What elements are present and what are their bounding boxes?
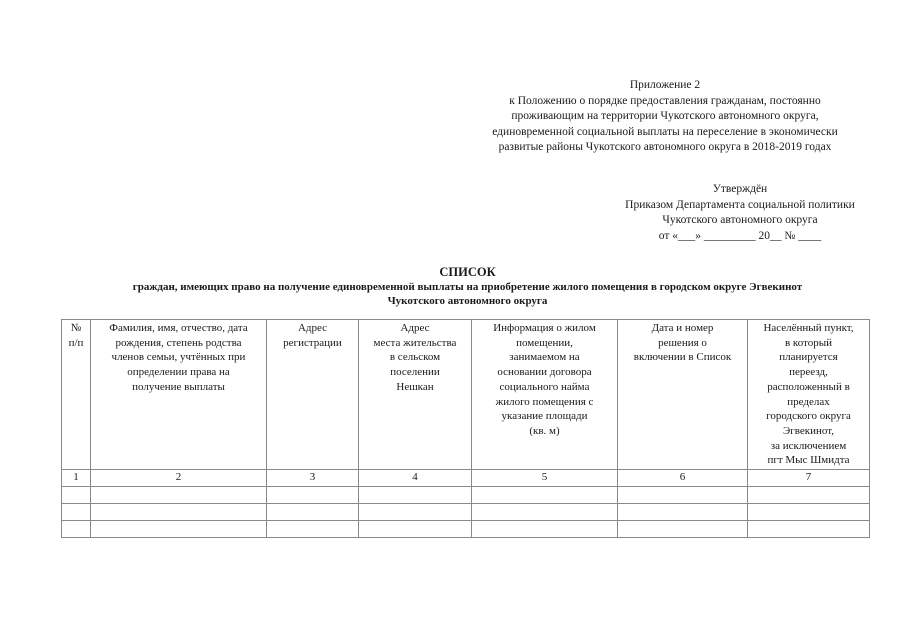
document-subtitle-line: Чукотского автономного округа: [387, 295, 548, 307]
column-header-line: пределах: [787, 395, 830, 408]
column-header-line: помещении,: [516, 336, 573, 349]
column-header-line: жилого помещения с: [495, 395, 594, 408]
appendix-block: [430, 78, 900, 156]
column-header-line: получение выплаты: [132, 380, 225, 393]
column-header-line: Населённый пункт,: [763, 322, 854, 334]
approval-line: Чукотского автономного округа: [662, 214, 818, 226]
table-cell: [472, 487, 618, 504]
column-header-line: в который: [784, 336, 833, 349]
column-header-line: включении в Список: [633, 351, 732, 364]
column-number-cell: 2: [91, 470, 267, 487]
column-header-line: указание площади: [501, 410, 588, 423]
column-header-line: расположенный в: [767, 380, 850, 393]
table-cell: [267, 521, 359, 538]
column-header-line: рождения, степень родства: [115, 336, 242, 349]
column-header-number: [62, 320, 91, 470]
column-header-line: Информация о жилом: [493, 322, 596, 334]
table-cell: [618, 487, 748, 504]
column-header-line: Дата и номер: [651, 322, 714, 334]
column-header-line: городского округа: [766, 410, 851, 423]
appendix-line: единовременной социальной выплаты на переселение в экономически: [492, 125, 838, 138]
column-number-cell: 4: [359, 470, 472, 487]
appendix-line: развитые районы Чукотского автономного округа в 2018-2019 годах: [498, 141, 832, 153]
table-cell: [91, 504, 267, 521]
column-number-cell: 3: [267, 470, 359, 487]
column-header-line: основании договора: [497, 366, 592, 379]
column-header-destination: [748, 320, 870, 470]
column-header-line: определении права на: [127, 366, 230, 379]
column-header-line: п/п: [68, 336, 84, 349]
citizens-list-table: [61, 319, 870, 538]
table-cell: [618, 521, 748, 538]
column-header-line: социального найма: [499, 380, 590, 393]
table-cell: [267, 487, 359, 504]
column-header-line: Адрес: [297, 322, 328, 334]
approval-line: Утверждён: [712, 183, 768, 195]
table-header-row: [62, 320, 870, 470]
document-heading: [40, 264, 895, 308]
column-header-line: Нешкан: [396, 380, 434, 393]
column-header-line: Фамилия, имя, отчество, дата: [109, 322, 248, 334]
document-title: СПИСОК: [439, 265, 496, 279]
column-header-line: Адрес: [400, 322, 430, 334]
appendix-line: к Положению о порядке предоставления гражданам, постоянно: [509, 94, 821, 107]
column-header-line: Эгвекинот,: [783, 424, 834, 437]
column-number-cell: 6: [618, 470, 748, 487]
approval-block: [560, 182, 905, 244]
table-row: [62, 487, 870, 504]
table-cell: [359, 504, 472, 521]
column-header-residence-address: [359, 320, 472, 470]
table-cell: [748, 521, 870, 538]
approval-line: Приказом Департамента социальной политики: [625, 198, 855, 211]
column-header-line: (кв. м): [529, 424, 560, 437]
column-header-line: регистрации: [283, 336, 342, 349]
column-header-line: пгт Мыс Шмидта: [767, 454, 850, 467]
appendix-line: Приложение 2: [629, 79, 701, 91]
table-cell: [62, 521, 91, 538]
table-row: [62, 521, 870, 538]
column-header-line: за исключением: [770, 439, 847, 452]
column-number-cell: 7: [748, 470, 870, 487]
table-cell: [267, 504, 359, 521]
column-header-line: в сельском: [389, 351, 441, 364]
column-header-registration-address: [267, 320, 359, 470]
appendix-line: проживающим на территории Чукотского автономного округа,: [511, 110, 819, 122]
column-header-line: планируется: [779, 351, 838, 364]
table-cell: [62, 487, 91, 504]
table-row: [62, 504, 870, 521]
table-cell: [359, 521, 472, 538]
table-cell: [359, 487, 472, 504]
column-header-line: переезд,: [789, 366, 828, 379]
column-header-housing-info: [472, 320, 618, 470]
column-header-line: занимаемом на: [509, 351, 580, 364]
column-header-line: членов семьи, учтённых при: [111, 351, 246, 364]
column-header-decision-date: [618, 320, 748, 470]
column-header-full-name: [91, 320, 267, 470]
column-number-cell: 1: [62, 470, 91, 487]
document-subtitle-line: граждан, имеющих право на получение единовременной выплаты на приобретение жилого помещения в городском округе Эгвекинот: [132, 281, 803, 293]
column-number-cell: 5: [472, 470, 618, 487]
table-cell: [618, 504, 748, 521]
table-cell: [91, 487, 267, 504]
column-numbers-row: [62, 470, 870, 487]
column-header-line: решения о: [658, 336, 707, 349]
column-header-line: №: [70, 322, 82, 334]
column-header-line: места жительства: [373, 336, 457, 349]
column-header-line: поселении: [390, 366, 440, 379]
table-cell: [472, 504, 618, 521]
table-cell: [748, 504, 870, 521]
table-cell: [472, 521, 618, 538]
table-cell: [91, 521, 267, 538]
table-cell: [748, 487, 870, 504]
table-cell: [62, 504, 91, 521]
approval-line: от «___» _________ 20__ № ____: [658, 229, 822, 242]
